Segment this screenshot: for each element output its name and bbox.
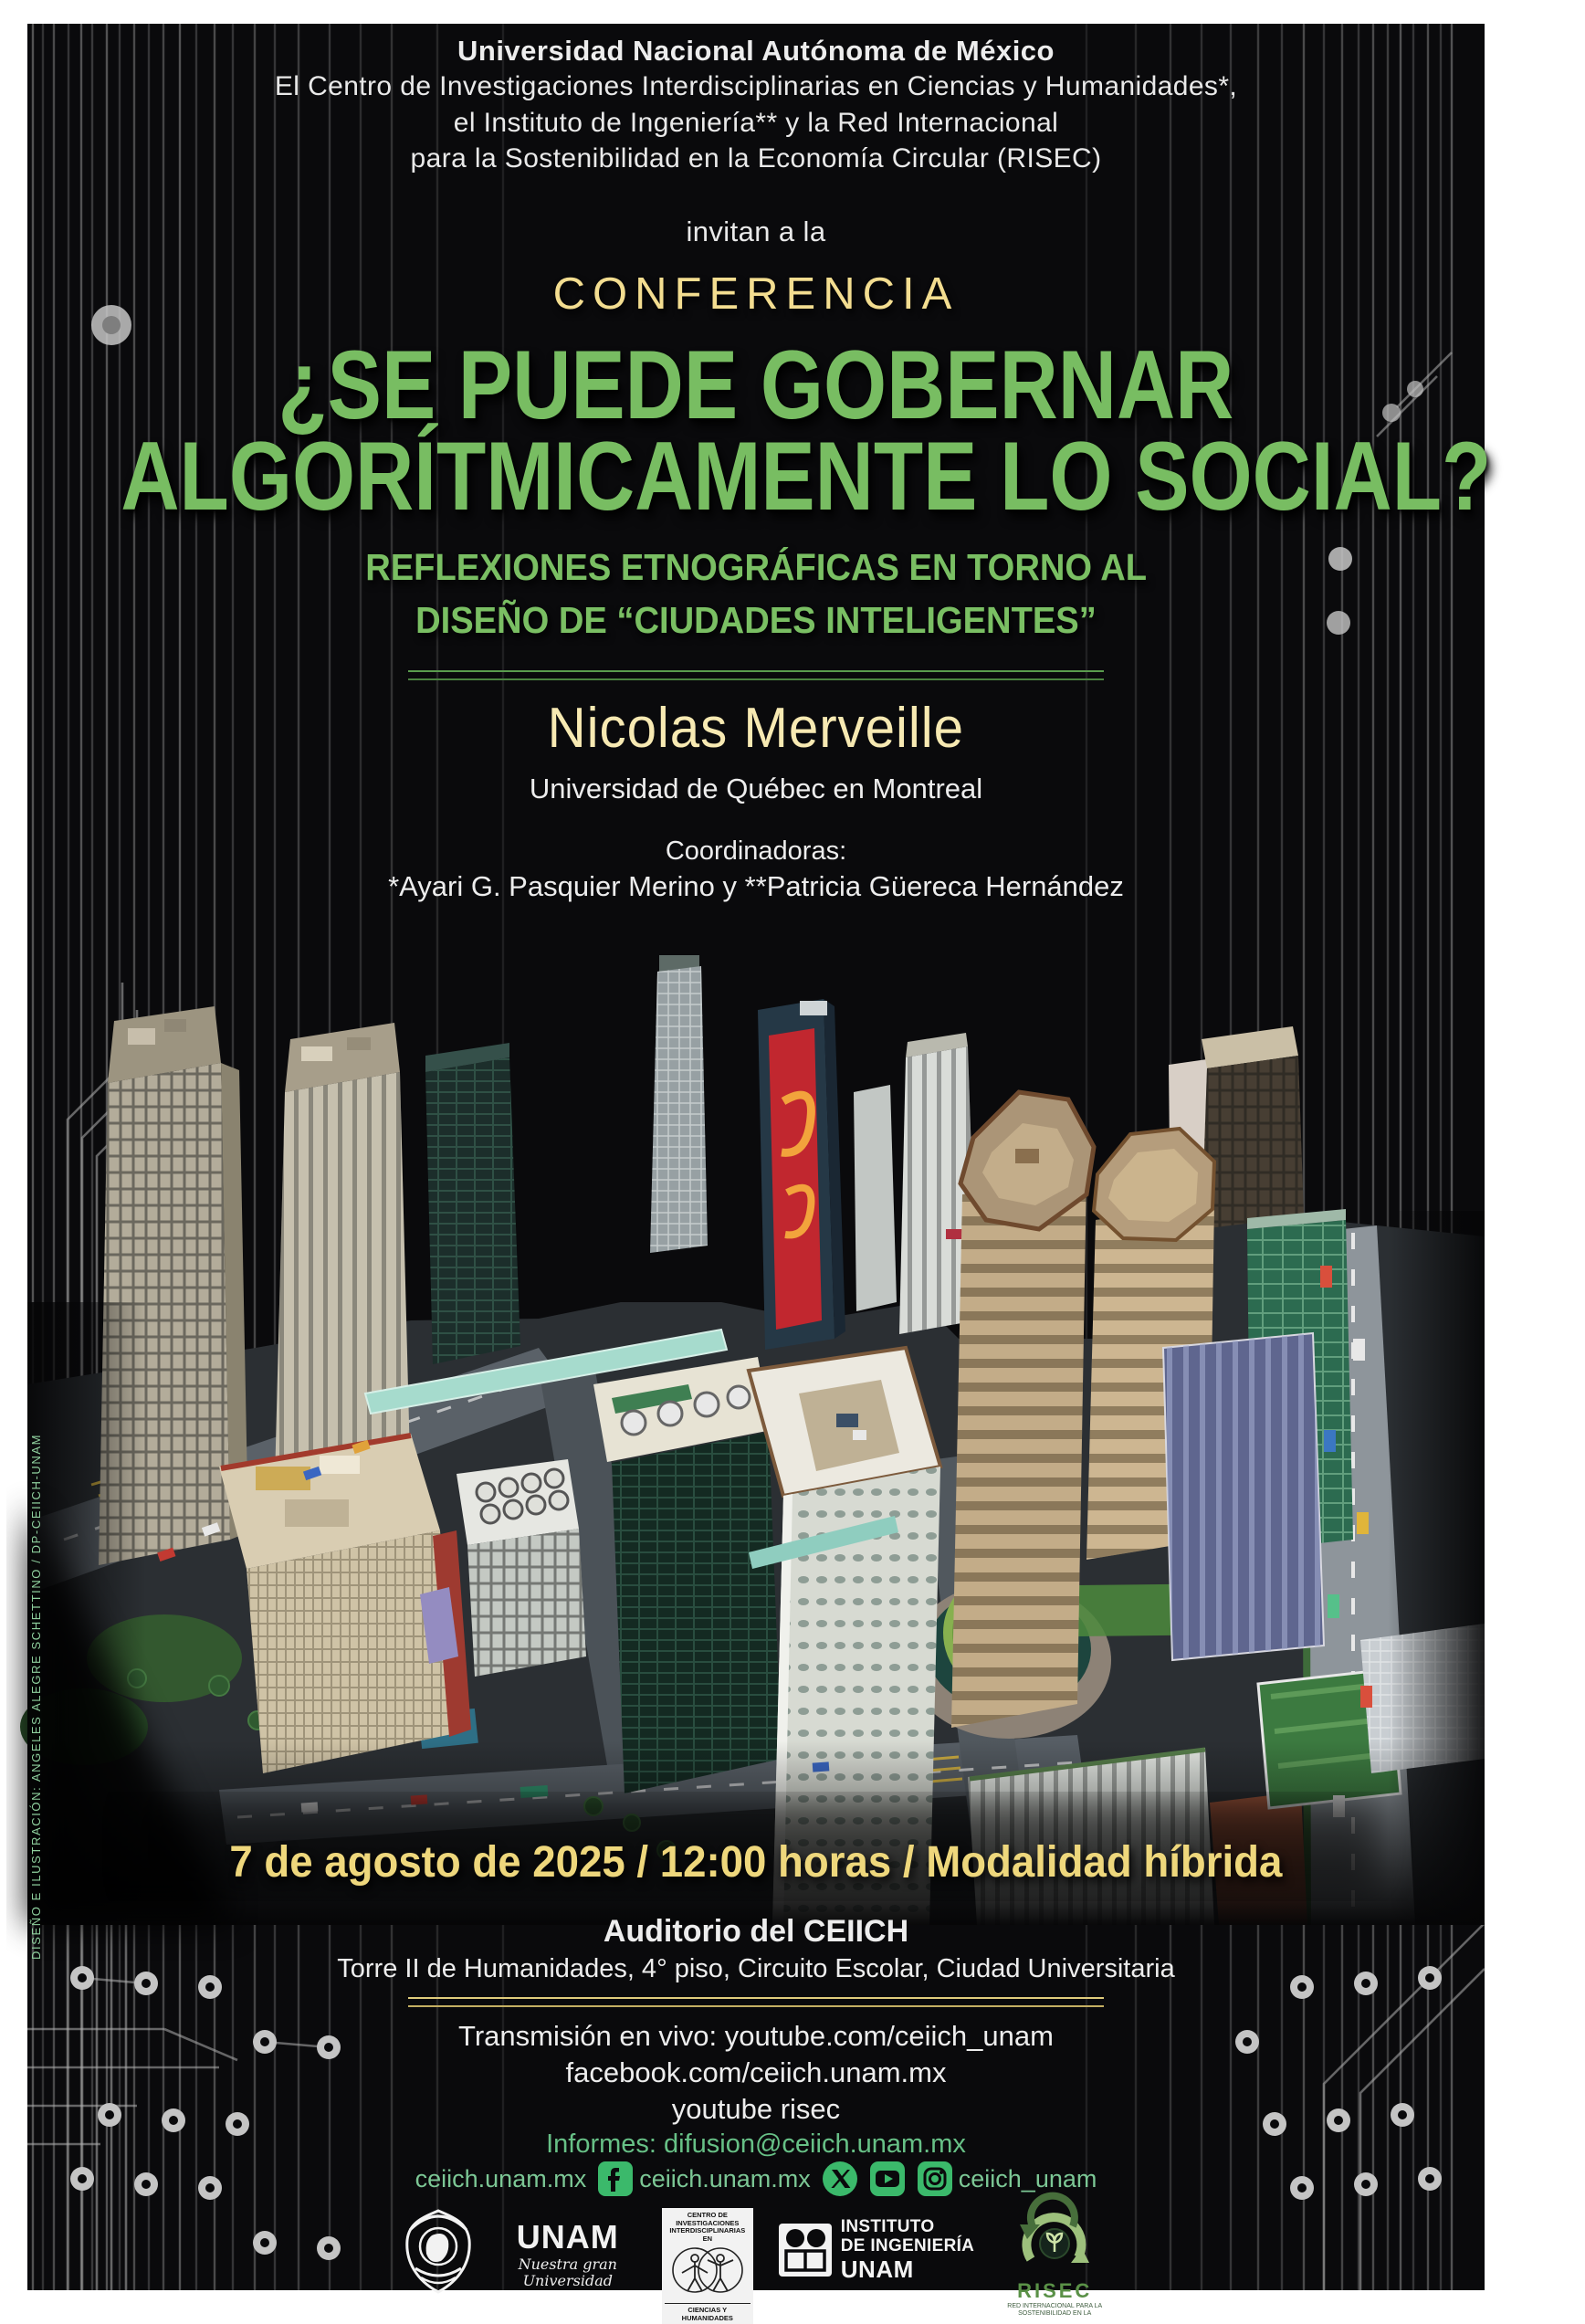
invite-text: invitan a la [686, 216, 826, 247]
event-subtitle-line-2: DISEÑO DE “CIUDADES INTELIGENTES” [415, 599, 1097, 641]
speaker-affiliation: Universidad de Québec en Montreal [529, 773, 983, 804]
coordinators-label: Coordinadoras: [665, 836, 847, 866]
org-line-1: Universidad Nacional Autónoma de México [457, 35, 1055, 67]
org-line-3: el Instituto de Ingeniería** y la Red Internacional [453, 108, 1059, 138]
speaker-name: Nicolas Merveille [547, 697, 965, 760]
event-title-line-1: ¿SE PUEDE GOBERNAR [278, 331, 1234, 440]
social-links-row [27, 2161, 1485, 2197]
facebook-icon[interactable] [597, 2161, 634, 2197]
green-divider [408, 670, 1104, 680]
contact-email[interactable]: Informes: difusion@ceiich.unam.mx [546, 2129, 966, 2159]
event-datetime: 7 de agosto de 2025 / 12:00 horas / Modalidad híbrida [229, 1838, 1283, 1887]
youtube-icon[interactable] [869, 2161, 906, 2197]
yellow-divider [408, 1997, 1104, 2007]
website-link[interactable]: ceiich.unam.mx [415, 2165, 587, 2193]
ceiich-logo: CENTRO DE INVESTIGACIONES INTERDISCIPLINARIAS EN CIENCIAS Y HUMANIDADES [662, 2208, 753, 2324]
event-title-line-2: ALGORÍTMICAMENTE LO SOCIAL? [121, 422, 1492, 531]
design-credit: DISEÑO E ILUSTRACIÓN: ANGELES ALEGRE SCHETTINO / DP-CEIICH-UNAM [29, 1433, 43, 1960]
unam-wordmark-logo: UNAM Nuestra gran Universidad [516, 2218, 619, 2290]
org-line-4: para la Sostenibilidad en la Economía Circular (RISEC) [410, 143, 1102, 174]
org-line-2: El Centro de Investigaciones Interdisciplinarias en Ciencias y Humanidades*, [274, 71, 1238, 101]
risec-icon [1018, 2208, 1091, 2279]
risec-logo: RISEC RED INTERNACIONAL PARA LA SOSTENIBILIDAD EN LA [1000, 2208, 1109, 2319]
vitruvian-figures-icon [669, 2244, 746, 2297]
event-address: Torre II de Humanidades, 4° piso, Circuito Escolar, Ciudad Universitaria [337, 1954, 1175, 1983]
event-kicker: CONFERENCIA [552, 269, 960, 319]
poster-background [27, 24, 1492, 2322]
aerial-city-photo [27, 955, 1485, 1925]
x-icon[interactable] [822, 2161, 858, 2197]
instagram-icon[interactable] [917, 2161, 953, 2197]
instagram-link[interactable]: ceiich_unam [917, 2161, 1097, 2197]
instituto-ingenieria-logo: INSTITUTO DE INGENIERÍA UNAM [779, 2217, 974, 2283]
unam-shield-logo [403, 2208, 474, 2296]
event-subtitle-line-1: REFLEXIONES ETNOGRÁFICAS EN TORNO AL [365, 546, 1147, 588]
facebook-link[interactable]: ceiich.unam.mx [597, 2161, 811, 2197]
streaming-youtube-link[interactable]: Transmisión en vivo: youtube.com/ceiich_unam [458, 2020, 1054, 2052]
event-venue: Auditorio del CEIICH [603, 1914, 909, 1949]
coordinators-names: *Ayari G. Pasquier Merino y **Patricia Güereca Hernández [388, 870, 1124, 902]
logos-row [27, 2208, 1485, 2322]
streaming-facebook-link[interactable]: facebook.com/ceiich.unam.mx [565, 2056, 947, 2088]
streaming-youtube-risec-link[interactable]: youtube risec [671, 2093, 841, 2125]
ii-unam-icon [779, 2224, 832, 2277]
